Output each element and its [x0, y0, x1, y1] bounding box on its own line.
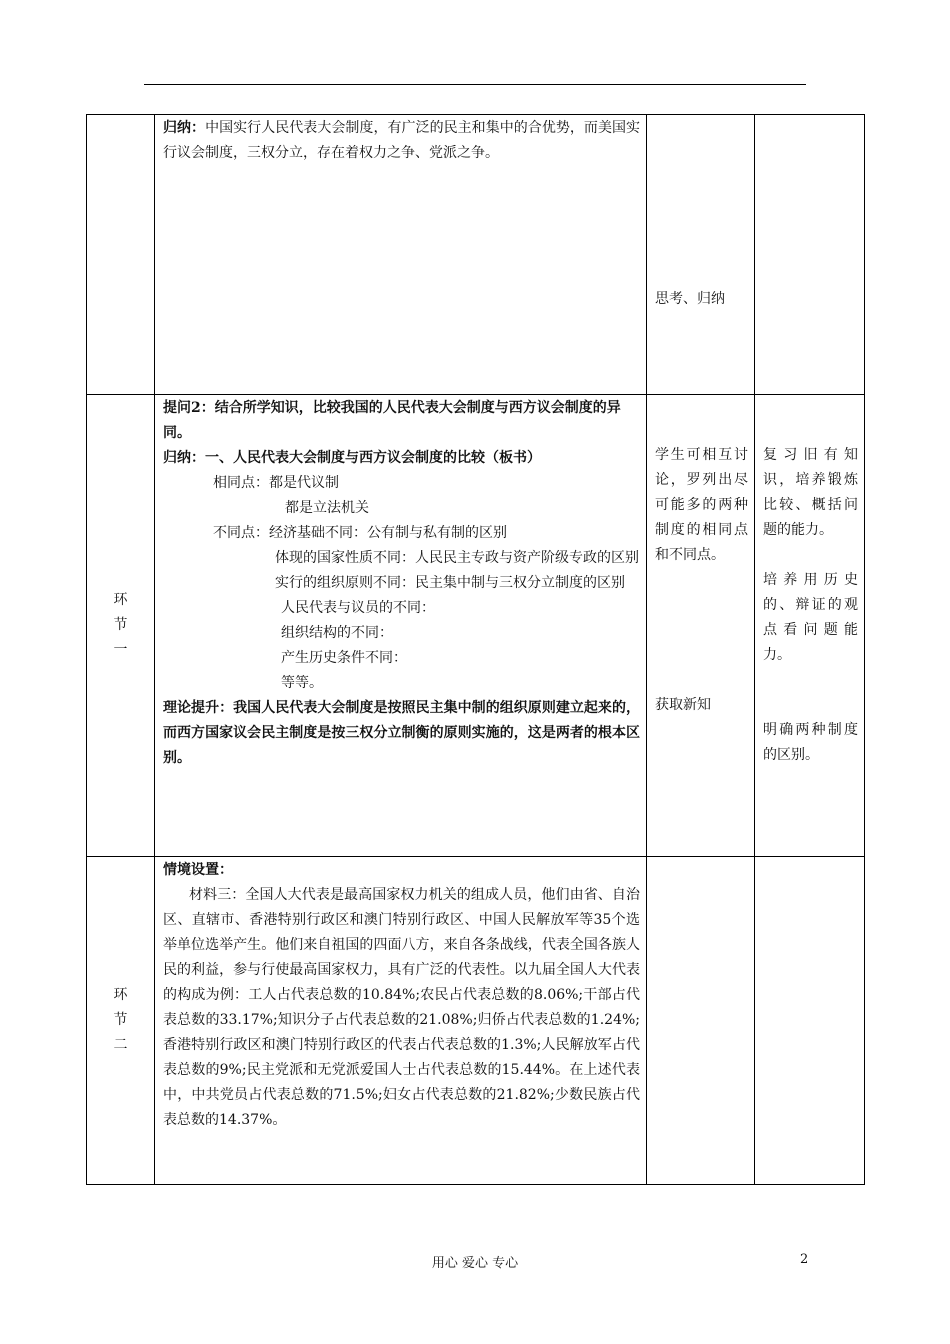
difference-line: 组织结构的不同： — [281, 625, 393, 641]
summary-paragraph — [155, 115, 646, 166]
summary-heading: 归纳：一、人民代表大会制度与西方议会制度的比较（板书） — [163, 450, 541, 466]
footer-slogan: 用心 爱心 专心 — [431, 1256, 519, 1271]
student-activity-text: 获取新知 — [655, 697, 711, 713]
material-paragraph: 材料三：全国人大代表是最高国家权力机关的组成人员，他们由省、自治区、直辖市、香港特别行政区和澳门特别行政区、中国人民解放军等35个选举单位选举产生。他们来自祖国的四面八方，来自各条战线，代表全国各族人民的利益，参与行使最高国家权力，具有广泛的代表性。以九届全国人大代表的构成为例：工人占代表总数的10.84%;农民占代表总数的8.06%;干部占代表总数的33.17%;知识分子占代表总数的21.08%;归侨占代表总数的1.24%;香港特别行政区和澳门特别行政区的代表占代表总数的1.3%;人民解放军占代表总数的9%;民主党派和无党派爱国人士占代表总数的15.44%。在上述代表中，中共党员占代表总数的71.5%;妇女占代表总数的21.82%;少数民族占代表总数的14.37%。 — [163, 887, 640, 1128]
similarity-line: 都是立法机关 — [285, 500, 369, 516]
page-number: 2 — [800, 1252, 809, 1267]
section-label-one — [87, 395, 155, 857]
section-label-char: 二 — [113, 1037, 128, 1053]
difference-line: 不同点：经济基础不同：公有制与私有制的区别 — [213, 525, 507, 541]
summary-label: 归纳： — [163, 120, 206, 136]
section-label-two — [87, 857, 155, 1185]
design-intent-text: 复习旧有知识，培养锻炼比较、概括问题的能力。 — [763, 447, 858, 538]
design-intent-cell — [755, 115, 865, 395]
difference-line: 等等。 — [281, 675, 323, 691]
content-cell — [155, 857, 647, 1185]
difference-line: 实行的组织原则不同：民主集中制与三权分立制度的区别 — [275, 575, 625, 591]
section-label-char: 环 — [113, 987, 128, 1003]
design-intent-cell — [755, 395, 865, 857]
table-row-section-one — [87, 395, 865, 857]
student-activity-text: 学生可相互讨论，罗列出尽可能多的两种制度的相同点和不同点。 — [655, 447, 748, 563]
student-activity-cell — [647, 115, 755, 395]
student-activity-cell — [647, 395, 755, 857]
section-label-char: 环 — [113, 592, 128, 608]
header-rule — [144, 84, 806, 85]
student-activity-text: 思考、归纳 — [655, 291, 725, 307]
lesson-plan-table — [86, 114, 865, 1185]
section-label-char: 节 — [113, 617, 128, 633]
section-label-char: 节 — [113, 1012, 128, 1028]
section-label-char: 一 — [113, 642, 128, 658]
content-cell — [155, 395, 647, 857]
difference-line: 人民代表与议员的不同： — [281, 600, 435, 616]
design-intent-cell — [755, 857, 865, 1185]
student-activity-cell — [647, 857, 755, 1185]
table-row-section-two — [87, 857, 865, 1185]
difference-line: 体现的国家性质不同：人民民主专政与资产阶级专政的区别 — [275, 550, 639, 566]
design-intent-text: 明确两种制度的区别。 — [763, 722, 858, 763]
summary-text: 中国实行人民代表大会制度，有广泛的民主和集中的合优势，而美国实行议会制度，三权分立，存在着权力之争、党派之争。 — [163, 120, 641, 161]
section-cell-empty — [87, 115, 155, 395]
table-row-summary — [87, 115, 865, 395]
similarity-line: 相同点：都是代议制 — [213, 475, 339, 491]
theory-text: 理论提升：我国人民代表大会制度是按照民主集中制的组织原则建立起来的，而西方国家议会民主制度是按三权分立制衡的原则实施的，这是两者的根本区别。 — [163, 700, 640, 766]
scenario-heading: 情境设置： — [163, 862, 233, 878]
question-text: 提问2：结合所学知识，比较我国的人民代表大会制度与西方议会制度的异同。 — [163, 400, 621, 441]
design-intent-text: 培养用历史的、辩证的观点看问题能力。 — [763, 572, 858, 663]
difference-line: 产生历史条件不同： — [281, 650, 407, 666]
content-cell — [155, 115, 647, 395]
